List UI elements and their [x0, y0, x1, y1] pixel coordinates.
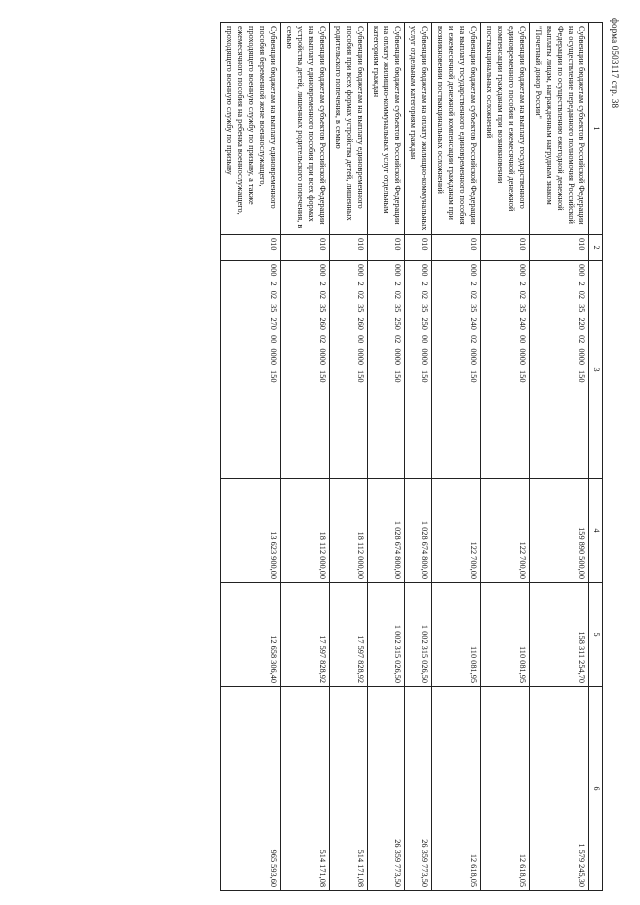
row-approved-cell: 159 890 500,00	[529, 479, 589, 583]
row-line-code-cell: 010	[367, 235, 405, 261]
row-line-code-cell: 010	[405, 235, 432, 261]
column-header-3: 3	[589, 261, 603, 479]
table-row	[329, 23, 367, 891]
row-executed-cell: 12 658 306,40	[221, 583, 281, 687]
row-executed-cell: 1 002 315 026,50	[367, 583, 405, 687]
row-executed-cell: 17 597 828,92	[329, 583, 367, 687]
row-name-cell: Субвенции бюджетам на выплату единовременного пособия при всех формах устройства детей, лишенных родительского попечения, в семью	[329, 23, 367, 235]
table-row	[281, 23, 330, 891]
table-row	[405, 23, 432, 891]
row-income-code-cell: 000 2 02 35 240 02 0000 150	[432, 261, 481, 479]
row-approved-cell: 1 028 674 800,00	[367, 479, 405, 583]
row-approved-cell: 1 028 674 800,00	[405, 479, 432, 583]
row-remainder-cell: 965 593,60	[221, 687, 281, 891]
row-line-code-cell: 010	[432, 235, 481, 261]
row-name-cell: Субвенции бюджетам на выплату единовременного пособия беременной жене военнослужащего, проходящего военную службу по призыву, а также ежемесячного пособия на ребенка военнослужащего, проходящего военную службу по призыву	[221, 23, 281, 235]
row-remainder-cell: 12 618,05	[481, 687, 530, 891]
page-title: форма 0503117 стр. 38	[610, 18, 620, 109]
report-table	[220, 22, 603, 891]
row-name-cell: Субвенции бюджетам на оплату жилищно-коммунальных услуг отдельным категориям граждан	[405, 23, 432, 235]
row-executed-cell: 158 311 254,70	[529, 583, 589, 687]
row-executed-cell: 1 002 315 026,50	[405, 583, 432, 687]
table-row	[367, 23, 405, 891]
row-income-code-cell: 000 2 02 35 220 02 0000 150	[529, 261, 589, 479]
row-remainder-cell: 514 171,08	[329, 687, 367, 891]
row-line-code-cell: 010	[481, 235, 530, 261]
column-header-6: 6	[589, 687, 603, 891]
table-row	[221, 23, 281, 891]
row-approved-cell: 122 700,00	[432, 479, 481, 583]
row-income-code-cell: 000 2 02 35 250 02 0000 150	[367, 261, 405, 479]
row-remainder-cell: 12 618,05	[432, 687, 481, 891]
row-remainder-cell: 1 579 245,30	[529, 687, 589, 891]
row-remainder-cell: 514 171,08	[281, 687, 330, 891]
row-approved-cell: 18 112 000,00	[329, 479, 367, 583]
row-executed-cell: 110 081,95	[432, 583, 481, 687]
row-income-code-cell: 000 2 02 35 260 02 0000 150	[281, 261, 330, 479]
row-income-code-cell: 000 2 02 35 240 00 0000 150	[481, 261, 530, 479]
column-header-4: 4	[589, 479, 603, 583]
row-remainder-cell: 26 359 773,50	[405, 687, 432, 891]
row-line-code-cell: 010	[529, 235, 589, 261]
row-income-code-cell: 000 2 02 35 250 00 0000 150	[405, 261, 432, 479]
table-row	[481, 23, 530, 891]
row-name-cell: Субвенции бюджетам субъектов Российской Федерации на выплату единовременного пособия при всех формах устройства детей, лишенных родительского попечения, в семью	[281, 23, 330, 235]
report-table-container	[55, 22, 603, 890]
row-executed-cell: 17 597 828,92	[281, 583, 330, 687]
row-approved-cell: 18 112 000,00	[281, 479, 330, 583]
row-name-cell: Субвенции бюджетам субъектов Российской Федерации на выплату государственного единовременного пособия и ежемесячной денежной компенсации гражданам при возникновении поствакцинальных осложнений	[432, 23, 481, 235]
table-row	[529, 23, 589, 891]
column-header-5: 5	[589, 583, 603, 687]
column-number-row	[589, 23, 603, 891]
row-approved-cell: 13 623 900,00	[221, 479, 281, 583]
row-income-code-cell: 000 2 02 35 260 00 0000 150	[329, 261, 367, 479]
row-line-code-cell: 010	[329, 235, 367, 261]
column-header-2: 2	[589, 235, 603, 261]
row-name-cell: Субвенции бюджетам на выплату государственного единовременного пособия и ежемесячной денежной компенсации гражданам при возникновении поствакцинальных осложнений	[481, 23, 530, 235]
row-name-cell: Субвенции бюджетам субъектов Российской Федерации на оплату жилищно-коммунальных услуг отдельным категориям граждан	[367, 23, 405, 235]
table-body	[221, 23, 603, 891]
row-line-code-cell: 010	[281, 235, 330, 261]
row-name-cell: Субвенции бюджетам субъектов Российской Федерации на осуществление переданного полномочия Российской Федерации по осуществлению ежегодной денежной выплаты лицам, награжденным нагрудным знаком "Почетный донор России"	[529, 23, 589, 235]
row-remainder-cell: 26 359 773,50	[367, 687, 405, 891]
row-income-code-cell: 000 2 02 35 270 00 0000 150	[221, 261, 281, 479]
row-line-code-cell: 010	[221, 235, 281, 261]
column-header-1: 1	[589, 23, 603, 235]
row-approved-cell: 122 700,00	[481, 479, 530, 583]
table-row	[432, 23, 481, 891]
row-executed-cell: 110 081,95	[481, 583, 530, 687]
